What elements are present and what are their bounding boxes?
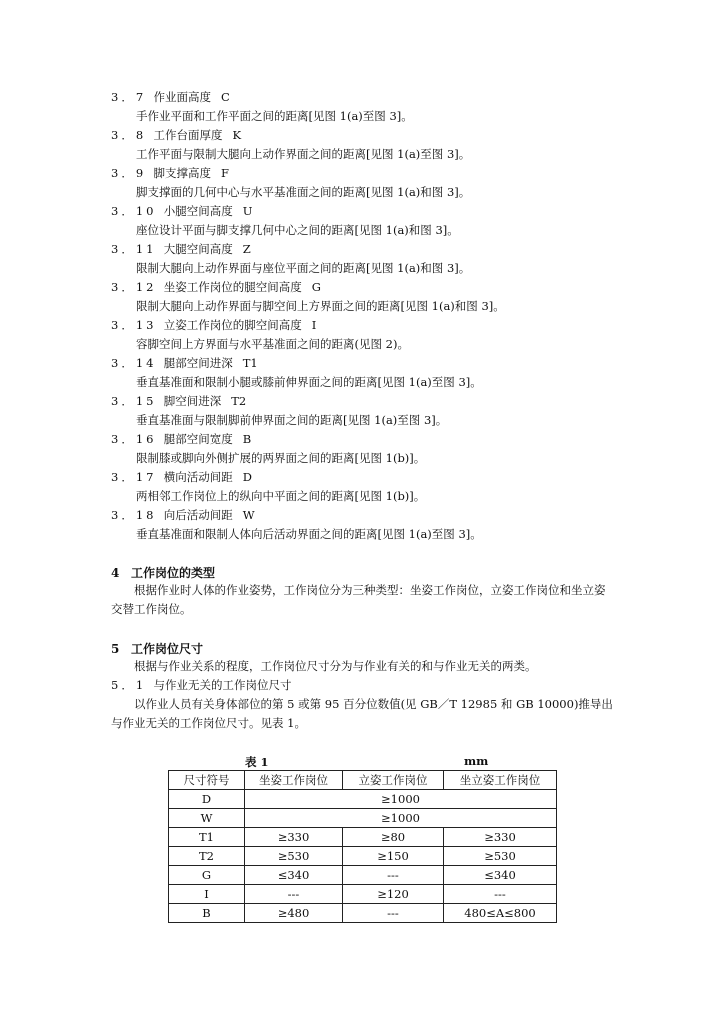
term-heading bbox=[111, 506, 631, 525]
term-symbol: U bbox=[242, 204, 253, 218]
term-description: 垂直基准面与限制脚前伸界面之间的距离[见图 1(a)至图 3]。 bbox=[136, 413, 448, 427]
term-name: 脚空间进深 bbox=[163, 394, 222, 408]
term-3-9 bbox=[111, 164, 631, 202]
table-row bbox=[169, 790, 557, 809]
term-description: 座位设计平面与脚支撑几何中心之间的距离[见图 1(a)和图 3]。 bbox=[136, 223, 459, 237]
term-name: 坐姿工作岗位的腿空间高度 bbox=[163, 280, 302, 294]
term-number: 3．15 bbox=[111, 394, 157, 408]
term-symbol: I bbox=[311, 318, 317, 332]
term-number: 3．9 bbox=[111, 166, 147, 180]
cell-standing: ≥80 bbox=[343, 828, 444, 847]
term-name: 大腿空间高度 bbox=[163, 242, 233, 256]
section-title: 工作岗位的类型 bbox=[131, 566, 216, 580]
cell-standing: ≥150 bbox=[343, 847, 444, 866]
table-row bbox=[169, 885, 557, 904]
term-number: 3．11 bbox=[111, 242, 157, 256]
table-unit: mm bbox=[464, 754, 489, 768]
cell-sit-stand: 480≤A≤800 bbox=[444, 904, 557, 923]
term-3-10 bbox=[111, 202, 631, 240]
term-description: 垂直基准面和限制小腿或膝前伸界面之间的距离[见图 1(a)至图 3]。 bbox=[136, 375, 482, 389]
term-symbol: F bbox=[220, 166, 229, 180]
cell-standing: --- bbox=[343, 866, 444, 885]
term-description: 限制大腿向上动作界面与脚空间上方界面之间的距离[见图 1(a)和图 3]。 bbox=[136, 299, 505, 313]
term-heading bbox=[111, 164, 631, 183]
term-number: 3．10 bbox=[111, 204, 157, 218]
term-3-16 bbox=[111, 430, 631, 468]
term-symbol: G bbox=[311, 280, 321, 294]
term-symbol: C bbox=[220, 90, 230, 104]
row-symbol: I bbox=[169, 885, 245, 904]
term-number: 3．16 bbox=[111, 432, 157, 446]
cell-sit-stand: ≥530 bbox=[444, 847, 557, 866]
term-symbol: T1 bbox=[242, 356, 258, 370]
row-merged-value: ≥1000 bbox=[245, 790, 557, 809]
workstation-dimension-table bbox=[168, 770, 557, 923]
cell-sitting: --- bbox=[245, 885, 343, 904]
term-heading bbox=[111, 392, 631, 411]
term-heading bbox=[111, 202, 631, 221]
term-symbol: D bbox=[242, 470, 252, 484]
section-5-heading bbox=[111, 640, 203, 657]
term-number: 3．7 bbox=[111, 90, 147, 104]
subsection-number: 5．1 bbox=[111, 678, 147, 692]
term-description: 手作业平面和工作平面之间的距离[见图 1(a)至图 3]。 bbox=[136, 109, 413, 123]
term-3-17 bbox=[111, 468, 631, 506]
term-number: 3．8 bbox=[111, 128, 147, 142]
term-name: 腿部空间宽度 bbox=[163, 432, 233, 446]
term-symbol: B bbox=[242, 432, 252, 446]
term-description: 脚支撑面的几何中心与水平基准面之间的距离[见图 1(a)和图 3]。 bbox=[136, 185, 471, 199]
term-name: 立姿工作岗位的脚空间高度 bbox=[163, 318, 302, 332]
term-heading bbox=[111, 126, 631, 145]
row-symbol: W bbox=[169, 809, 245, 828]
table-row bbox=[169, 866, 557, 885]
table-row bbox=[169, 809, 557, 828]
table-caption bbox=[168, 754, 556, 770]
term-3-11 bbox=[111, 240, 631, 278]
term-3-8 bbox=[111, 126, 631, 164]
term-heading bbox=[111, 278, 631, 297]
cell-sitting: ≥530 bbox=[245, 847, 343, 866]
term-heading bbox=[111, 468, 631, 487]
header-sitting: 坐姿工作岗位 bbox=[245, 771, 343, 790]
row-symbol: T2 bbox=[169, 847, 245, 866]
term-name: 横向活动间距 bbox=[163, 470, 233, 484]
term-number: 3．14 bbox=[111, 356, 157, 370]
table-row bbox=[169, 904, 557, 923]
term-description: 垂直基准面和限制人体向后活动界面之间的距离[见图 1(a)至图 3]。 bbox=[136, 527, 482, 541]
cell-sit-stand: ≥330 bbox=[444, 828, 557, 847]
term-description: 工作平面与限制大腿向上动作界面之间的距离[见图 1(a)至图 3]。 bbox=[136, 147, 471, 161]
row-symbol: D bbox=[169, 790, 245, 809]
section-number: 4 bbox=[111, 566, 120, 580]
term-name: 作业面高度 bbox=[153, 90, 211, 104]
cell-sit-stand: ≤340 bbox=[444, 866, 557, 885]
term-description: 容脚空间上方界面与水平基准面之间的距离(见图 2)。 bbox=[136, 337, 409, 351]
cell-sitting: ≥480 bbox=[245, 904, 343, 923]
term-number: 3．18 bbox=[111, 508, 157, 522]
table-row bbox=[169, 847, 557, 866]
term-number: 3．17 bbox=[111, 470, 157, 484]
term-number: 3．13 bbox=[111, 318, 157, 332]
section-5-1-paragraph: 以作业人员有关身体部位的第 5 或第 95 百分位数值(见 GB／T 12985 和 GB 10000)推导出与作业无关的工作岗位尺寸。见表 1。 bbox=[111, 697, 613, 730]
cell-sitting: ≤340 bbox=[245, 866, 343, 885]
section-5-paragraph: 根据与作业关系的程度，工作岗位尺寸分为与作业有关的和与作业无关的两类。 bbox=[134, 659, 537, 673]
row-symbol: B bbox=[169, 904, 245, 923]
table-title: 表 1 bbox=[245, 755, 269, 769]
cell-standing: --- bbox=[343, 904, 444, 923]
term-number: 3．12 bbox=[111, 280, 157, 294]
row-symbol: G bbox=[169, 866, 245, 885]
subsection-title: 与作业无关的工作岗位尺寸 bbox=[153, 678, 292, 692]
cell-sit-stand: --- bbox=[444, 885, 557, 904]
header-standing: 立姿工作岗位 bbox=[343, 771, 444, 790]
term-name: 小腿空间高度 bbox=[163, 204, 233, 218]
table-row bbox=[169, 828, 557, 847]
cell-sitting: ≥330 bbox=[245, 828, 343, 847]
section-number: 5 bbox=[111, 642, 120, 656]
term-heading bbox=[111, 240, 631, 259]
term-name: 工作台面厚度 bbox=[153, 128, 223, 142]
term-heading bbox=[111, 88, 631, 107]
term-description: 限制大腿向上动作界面与座位平面之间的距离[见图 1(a)和图 3]。 bbox=[136, 261, 471, 275]
term-heading bbox=[111, 354, 631, 373]
section-title: 工作岗位尺寸 bbox=[131, 642, 204, 656]
header-symbol: 尺寸符号 bbox=[169, 771, 245, 790]
term-3-7 bbox=[111, 88, 631, 126]
term-description: 两相邻工作岗位上的纵向中平面之间的距离[见图 1(b)]。 bbox=[136, 489, 426, 503]
term-definitions bbox=[111, 88, 631, 544]
term-description: 限制膝或脚向外侧扩展的两界面之间的距离[见图 1(b)]。 bbox=[136, 451, 426, 465]
term-name: 腿部空间进深 bbox=[163, 356, 233, 370]
term-name: 向后活动间距 bbox=[163, 508, 233, 522]
term-symbol: K bbox=[232, 128, 242, 142]
section-4-heading bbox=[111, 564, 215, 581]
table-header-row bbox=[169, 771, 557, 790]
term-3-15 bbox=[111, 392, 631, 430]
term-3-13 bbox=[111, 316, 631, 354]
section-4-paragraph: 根据作业时人体的作业姿势，工作岗位分为三种类型：坐姿工作岗位，立姿工作岗位和坐立姿交替工作岗位。 bbox=[111, 583, 606, 616]
term-heading bbox=[111, 316, 631, 335]
term-3-12 bbox=[111, 278, 631, 316]
section-5-1-heading bbox=[111, 676, 291, 695]
term-heading bbox=[111, 430, 631, 449]
row-symbol: T1 bbox=[169, 828, 245, 847]
term-symbol: T2 bbox=[231, 394, 247, 408]
row-merged-value: ≥1000 bbox=[245, 809, 557, 828]
header-sit-stand: 坐立姿工作岗位 bbox=[444, 771, 557, 790]
term-symbol: Z bbox=[242, 242, 251, 256]
term-name: 脚支撑高度 bbox=[153, 166, 211, 180]
cell-standing: ≥120 bbox=[343, 885, 444, 904]
term-symbol: W bbox=[242, 508, 255, 522]
term-3-14 bbox=[111, 354, 631, 392]
term-3-18 bbox=[111, 506, 631, 544]
